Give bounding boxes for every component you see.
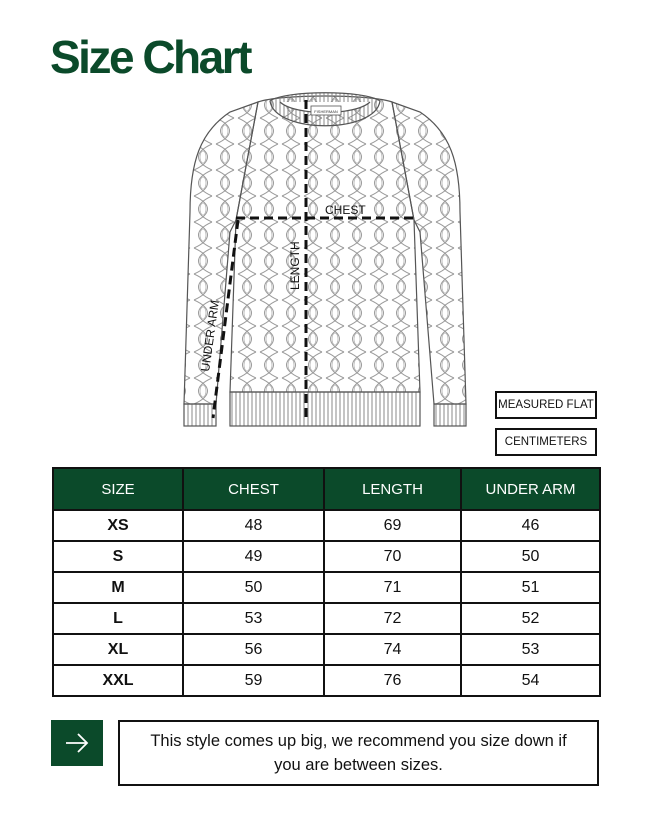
length-label: LENGTH <box>288 241 302 290</box>
under-arm-cell: 46 <box>461 510 600 541</box>
measured-flat-tag: MEASURED FLAT <box>495 391 597 419</box>
under-arm-cell: 50 <box>461 541 600 572</box>
chest-cell: 50 <box>183 572 324 603</box>
length-cell: 74 <box>324 634 461 665</box>
header-size: SIZE <box>53 468 183 510</box>
units-tag: CENTIMETERS <box>495 428 597 456</box>
length-cell: 76 <box>324 665 461 696</box>
table-header-row <box>53 468 600 510</box>
length-cell: 72 <box>324 603 461 634</box>
under-arm-cell: 53 <box>461 634 600 665</box>
table-row <box>53 634 600 665</box>
size-cell: S <box>53 541 183 572</box>
under-arm-cell: 52 <box>461 603 600 634</box>
header-chest: CHEST <box>183 468 324 510</box>
chest-cell: 53 <box>183 603 324 634</box>
sweater-body <box>230 96 420 426</box>
sizing-note: This style comes up big, we recommend you size down if you are between sizes. <box>118 720 599 786</box>
header-length: LENGTH <box>324 468 461 510</box>
table-row <box>53 665 600 696</box>
under-arm-label: UNDER ARM <box>198 299 222 373</box>
size-cell: XS <box>53 510 183 541</box>
page-title: Size Chart <box>50 31 250 83</box>
chest-label: CHEST <box>325 203 366 217</box>
chest-cell: 48 <box>183 510 324 541</box>
size-cell: XL <box>53 634 183 665</box>
chest-cell: 59 <box>183 665 324 696</box>
length-cell: 69 <box>324 510 461 541</box>
table-row <box>53 603 600 634</box>
size-cell: L <box>53 603 183 634</box>
chest-cell: 49 <box>183 541 324 572</box>
table-row <box>53 572 600 603</box>
under-arm-cell: 51 <box>461 572 600 603</box>
size-cell: XXL <box>53 665 183 696</box>
sweater-illustration <box>170 92 480 437</box>
table-row <box>53 541 600 572</box>
arrow-right-icon <box>51 720 103 766</box>
chest-cell: 56 <box>183 634 324 665</box>
under-arm-cell: 54 <box>461 665 600 696</box>
table-row <box>53 510 600 541</box>
header-under-arm: UNDER ARM <box>461 468 600 510</box>
size-table <box>52 467 601 697</box>
neck-tag-text: FISHERMAN <box>314 109 338 114</box>
length-cell: 71 <box>324 572 461 603</box>
length-cell: 70 <box>324 541 461 572</box>
size-cell: M <box>53 572 183 603</box>
